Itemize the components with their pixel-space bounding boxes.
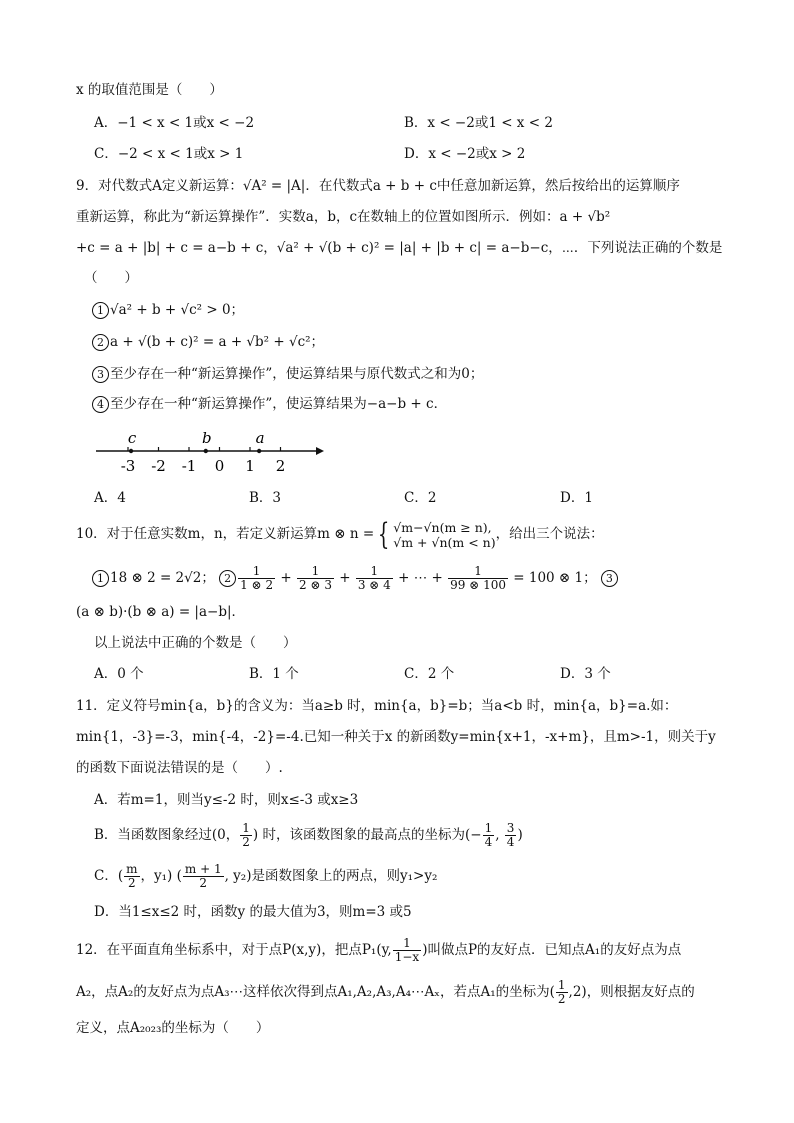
circle-1-icon: 1 (92, 302, 109, 319)
q11-option-b[interactable]: B．当函数图象经过(0， $\frac{1}{2}$ ) 时，该函数图象的最高点的坐标为(− $\frac{1}{4}$ , $\frac{3}{4}$ ) (94, 821, 523, 849)
q8-option-c[interactable]: C．−2 < x < 1或x > 1 (94, 146, 244, 162)
q9-line3: +c = a + |b| + c = a−b + c，√a² + √(b + c)² = |a| + |b + c| = a−b−c，⋯．下列说法正确的个数是 (76, 240, 723, 256)
q12-line1: 12．在平面直角坐标系中，对于点P(x,y)，把点P₁(y, $\frac{1}{1-x}$ )叫做点P的友好点．已知点A₁的友好点为点 (76, 936, 682, 964)
q10-statements-line: 1 18 ⊗ 2 = 2√2； 2 $\frac{1}{1 \otimes 2}$ + $\frac{1}{2 \otimes 3}$ + $\frac{1}{3 \otimes 4}$ + ⋯ + $\frac{1}{99 \otimes 100}$ = 100 ⊗ 1； 3 (92, 562, 619, 594)
q9-statement-4: 4 至少存在一种“新运算操作”，使运算结果为−a−b + c． (92, 394, 447, 414)
q9-line2: 重新运算，称此为“新运算操作”．实数a，b，c在数轴上的位置如图所示．例如：a + √b² (76, 209, 611, 225)
q8-option-d[interactable]: D．x < −2或x > 2 (404, 146, 526, 162)
number-line-label-a: a (255, 429, 265, 447)
q9-statement-1: 1 √a² + b + √c² > 0； (92, 300, 244, 320)
number-line-tick-label: -2 (151, 457, 166, 475)
q9-option-a[interactable]: A．4 (94, 490, 126, 506)
q11-option-a[interactable]: A．若m=1，则当y≤-2 时，则x≤-3 或x≥3 (94, 792, 359, 808)
q11-line1: 11．定义符号min{a，b}的含义为：当a≥b 时，min{a，b}=b；当a<b 时，min{a，b}=a.如： (76, 698, 678, 714)
number-line-tick-label: 0 (214, 457, 225, 475)
number-line-tick-label: 2 (275, 457, 286, 475)
number-line-point-b (204, 449, 208, 453)
q10-statement-3: (a ⊗ b)·(b ⊗ a) = |a−b|． (76, 604, 246, 620)
circle-2-icon: 2 (219, 570, 236, 587)
number-line-label-c: c (127, 429, 137, 447)
q10-question: 以上说法中正确的个数是（ ） (94, 635, 297, 651)
circle-3-icon: 3 (601, 570, 618, 587)
q9-line1: 9．对代数式A定义新运算：√A² = |A|．在代数式a + b + c中任意加新运算，然后按给出的运算顺序 (76, 178, 680, 194)
q9-option-c[interactable]: C．2 (404, 490, 437, 506)
q11-option-d[interactable]: D．当1≤x≤2 时，函数y 的最大值为3，则m=3 或5 (94, 904, 412, 920)
circle-2-icon: 2 (92, 334, 109, 351)
q10-definition: 10．对于任意实数m，n，若定义新运算m ⊗ n = { √m−√n(m ≥ n), √m + √n(m < n) ，给出三个说法： (76, 516, 604, 552)
q12-line2: A₂，点A₂的友好点为点A₃⋯这样依次得到点A₁,A₂,A₃,A₄⋯Aₓ，若点A₁的坐标为( $\frac{1}{2}$ ,2)，则根据友好点的 (76, 978, 695, 1006)
circle-4-icon: 4 (92, 396, 109, 413)
q8-option-b[interactable]: B．x < −2或1 < x < 2 (404, 115, 553, 131)
q10-option-a[interactable]: A．0 个 (94, 666, 144, 682)
q8-stem-tail: x 的取值范围是（ ） (76, 82, 223, 98)
number-line-tick-label: -1 (181, 457, 197, 475)
brace-icon: { (377, 516, 390, 552)
q9-option-d[interactable]: D．1 (560, 490, 593, 506)
q8-option-a[interactable]: A．−1 < x < 1或x < −2 (94, 115, 255, 131)
q9-blank: （ ） (84, 270, 138, 286)
number-line-figure (90, 426, 330, 478)
number-line-point-c (129, 449, 133, 453)
q11-option-c[interactable]: C．( $\frac{m}{2}$ ，y₁) ( $\frac{m + 1}{2}$ , y₂)是函数图象上的两点，则y₁>y₂ (94, 862, 438, 890)
number-line-tick-label: -3 (120, 457, 136, 475)
number-line-tick-label: 1 (245, 457, 255, 475)
q11-line2: min{1，-3}=-3，min{-4，-2}=-4.已知一种关于x 的新函数y=min{x+1，-x+m}，且m>-1，则关于y (76, 729, 716, 745)
number-line-label-b: b (201, 429, 212, 447)
q10-option-b[interactable]: B．1 个 (249, 666, 299, 682)
circle-3-icon: 3 (92, 366, 109, 383)
q12-line3: 定义，点A₂₀₂₃的坐标为（ ） (76, 1020, 270, 1036)
q11-line3: 的函数下面说法错误的是（ ）. (76, 760, 283, 776)
q9-option-b[interactable]: B．3 (249, 490, 282, 506)
number-line-point-a (257, 449, 261, 453)
circle-1-icon: 1 (92, 570, 109, 587)
q9-statement-3: 3 至少存在一种“新运算操作”，使运算结果与原代数式之和为0； (92, 364, 483, 384)
q10-option-d[interactable]: D．3 个 (560, 666, 611, 682)
q9-statement-2: 2 a + √(b + c)² = a + √b² + √c²； (92, 332, 324, 352)
q10-option-c[interactable]: C．2 个 (404, 666, 455, 682)
